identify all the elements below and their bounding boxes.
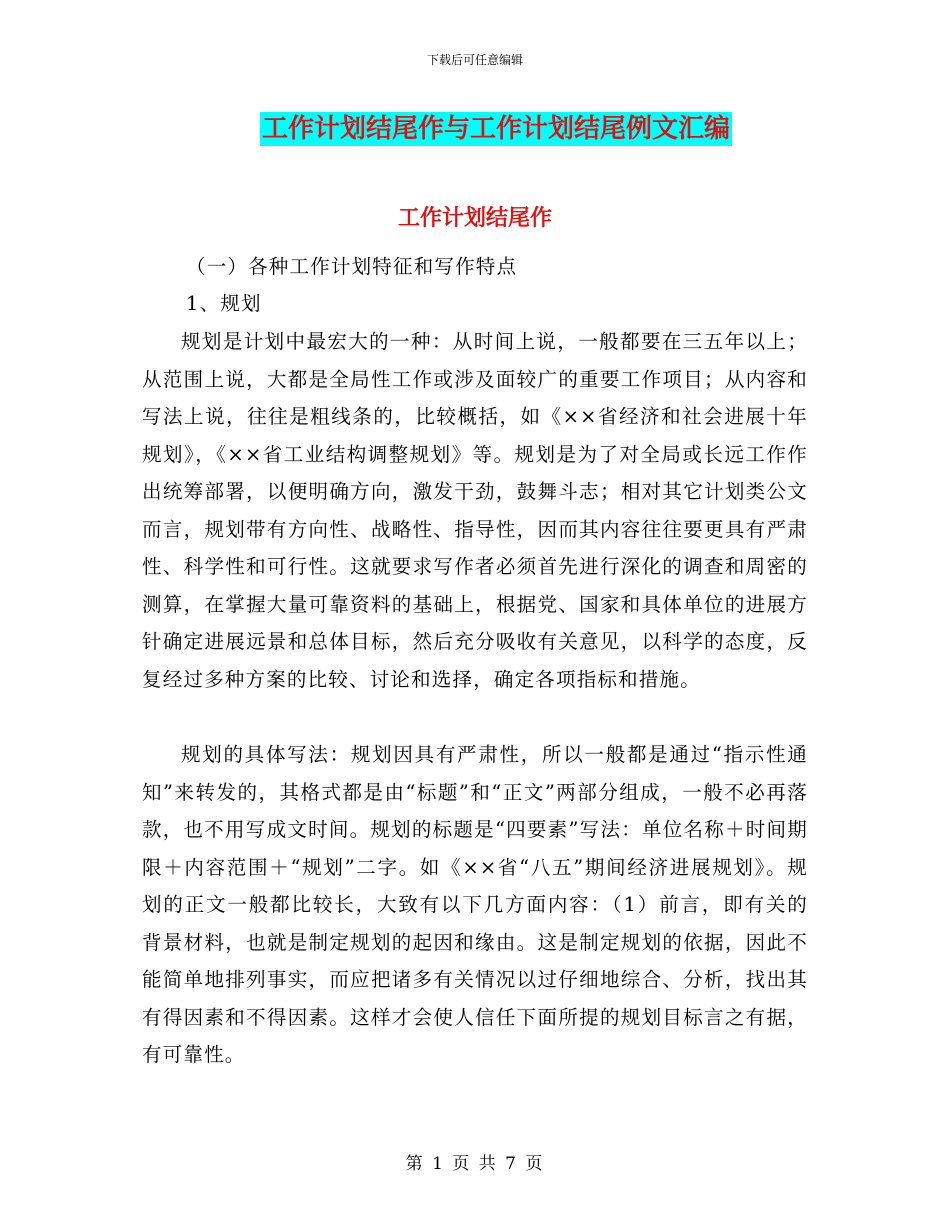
section-title: 工作计划结尾作 <box>397 205 552 231</box>
paragraph-text: 规划是计划中最宏大的一种：从时间上说，一般都要在三五年以上；从范围上说，大都是全局性工作或涉及面较广的重要工作项目；从内容和写法上说，往往是粗线条的，比较概括，如《××省经济和社会进展十年规划》，《××省工业结构调整规划》等。规划是为了对全局或长远工作作出统筹部署，以便明确方向，激发干劲，鼓舞斗志；相对其它计划类公文而言，规划带有方向性、战略性、指导性，因而其内容往往要更具有严肃性、科学性和可行性。这就要求写作者必须首先进行深化的调查和周密的测算，在掌握大量可靠资料的基础上，根据党、国家和具体单位的进展方针确定进展远景和总体目标，然后充分吸收有关意见，以科学的态度，反复经过多种方案的比较、讨论和选择，确定各项指标和措施。 <box>142 330 808 691</box>
subheading-characteristics: （一）各种工作计划特征和写作特点 <box>186 255 518 278</box>
page-footer-number: 第 1 页 共 7 页 <box>405 1154 545 1174</box>
main-title: 工作计划结尾作与工作计划结尾例文汇编 <box>262 114 731 144</box>
subheading-planning: 1、规划 <box>186 292 262 315</box>
body-paragraph-2 <box>142 736 808 1074</box>
main-title-container <box>260 112 740 148</box>
page-header-note: 下载后可任意编辑 <box>426 53 523 67</box>
body-paragraph-1 <box>142 323 808 698</box>
paragraph-text: 规划的具体写法：规划因具有严肃性，所以一般都是通过“指示性通知”来转发的，其格式都是由“标题”和“正文”两部分组成，一般不必再落款，也不用写成文时间。规划的标题是“四要素”写法：单位名称＋时间期限＋内容范围＋“规划”二字。如《××省“八五”期间经济进展规划》。规划的正文一般都比较长，大致有以下几方面内容：（1）前言，即有关的背景材料，也就是制定规划的起因和缘由。这是制定规划的依据，因此不能简单地排列事实，而应把诸多有关情况以过仔细地综合、分析，找出其有得因素和不得因素。这样才会使人信任下面所提的规划目标言之有据，有可靠性。 <box>142 743 808 1066</box>
